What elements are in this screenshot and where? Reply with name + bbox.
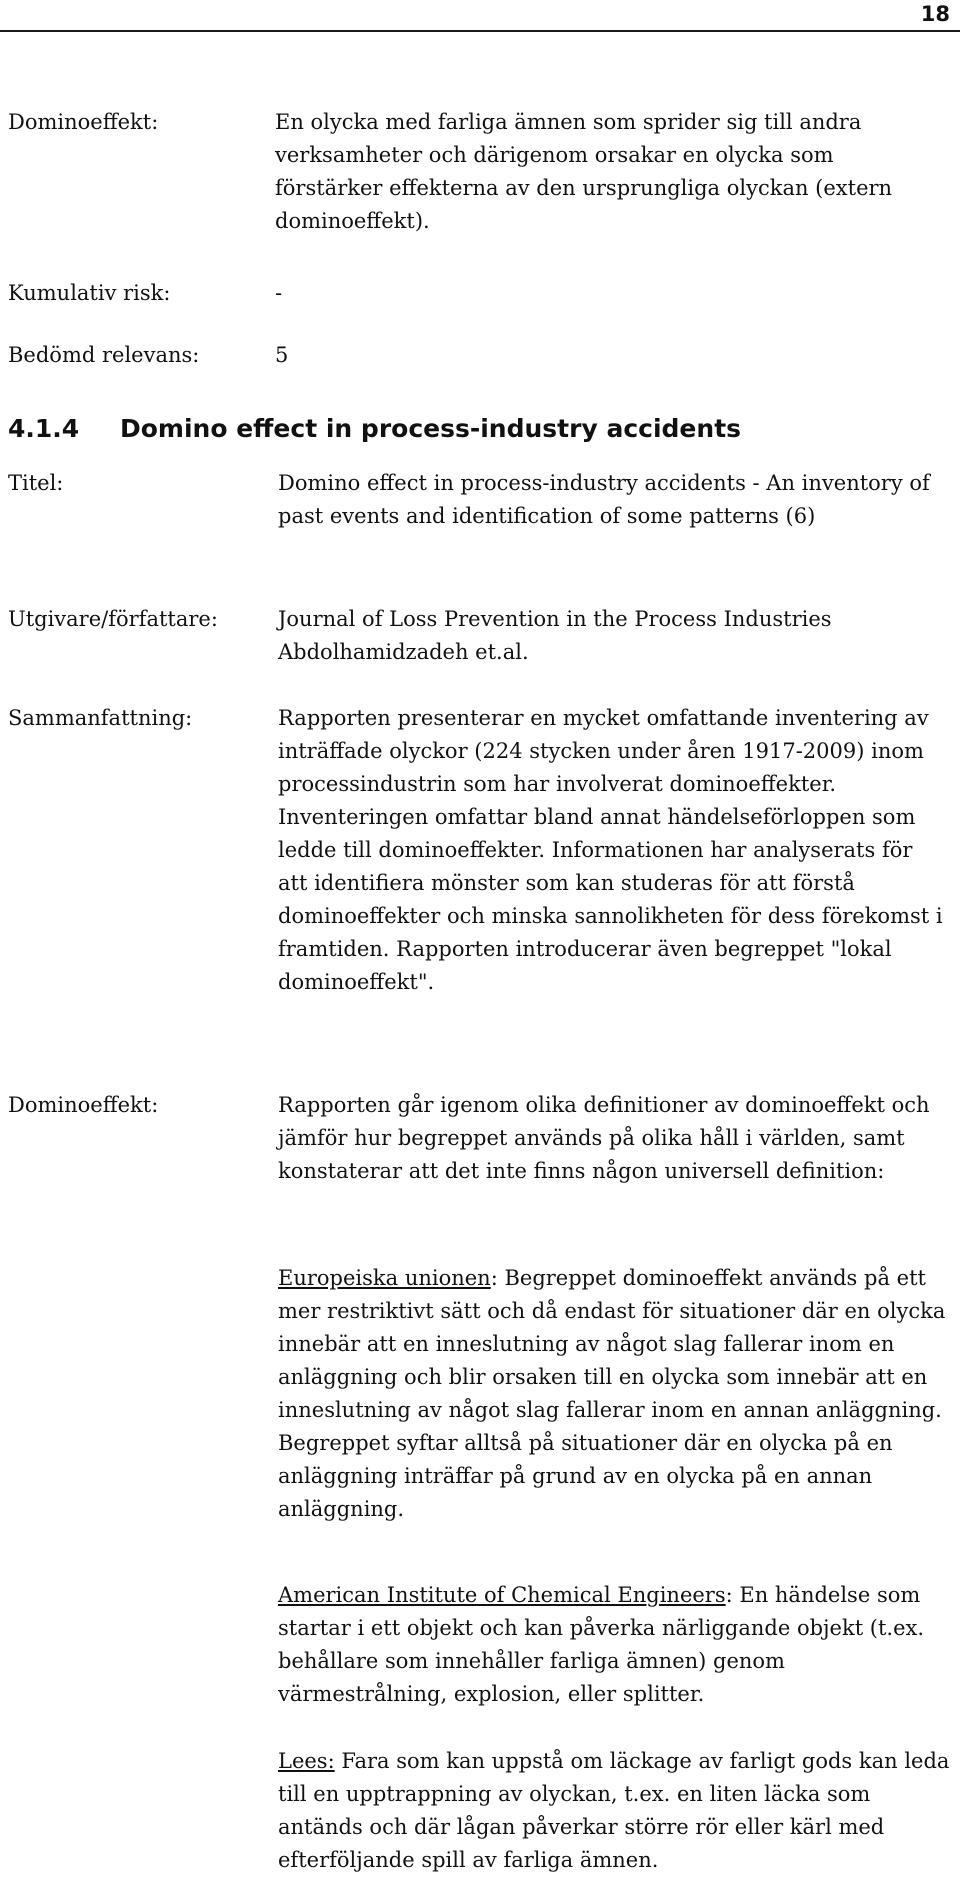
section-heading — [8, 412, 741, 446]
definition-aiche — [278, 1579, 950, 1711]
field-value — [278, 603, 948, 669]
definition-text: : En händelse som startar i ett objekt och kan påverka närliggande objekt (t.ex. behållare som innehåller farliga ämnen) genom värmestrålning, explosion, eller splitter. — [278, 1583, 925, 1706]
field-value: Rapporten går igenom olika definitioner av dominoeffekt och jämför hur begreppet används på olika håll i världen, samt konstaterar att det inte finns någon universell definition: — [278, 1093, 930, 1183]
definition-eu — [278, 1262, 950, 1526]
definition-source: Europeiska unionen — [278, 1266, 491, 1290]
field-label: Sammanfattning: — [8, 706, 193, 730]
section-number: 4.1.4 — [8, 414, 80, 443]
field-label: Bedömd relevans: — [8, 343, 200, 367]
definition-lees — [278, 1745, 950, 1877]
field-label: Utgivare/författare: — [8, 607, 218, 631]
field-label: Dominoeffekt: — [8, 110, 159, 134]
field-value: En olycka med farliga ämnen som sprider sig till andra verksamheter och därigenom orsakar en olycka som förstärker effekterna av den ursprungliga olyckan (extern dominoeffekt). — [275, 110, 893, 233]
field-value: Domino effect in process-industry accidents - An inventory of past events and identification of some patterns (6) — [278, 471, 930, 528]
publisher: Journal of Loss Prevention in the Process Industries — [278, 607, 832, 631]
field-label: Titel: — [8, 471, 64, 495]
page-header-bar — [0, 0, 960, 32]
definition-text: Fara som kan uppstå om läckage av farligt gods kan leda till en upptrappning av olyckan, t.ex. en liten läcka som antänds och där lågan påverkar större rör eller kärl med efterföljande spill av farliga ämnen. — [278, 1749, 950, 1872]
definition-text: : Begreppet dominoeffekt används på ett mer restriktivt sätt och då endast för situationer där en olycka innebär att en inneslutning av något slag fallerar inom en anläggning och blir orsaken till en olycka som innebär att en inneslutning av något slag fallerar inom en annan anläggning. Begreppet syftar alltså på situationer där en olycka på en anläggning inträffar på grund av en olycka på en annan anläggning. — [278, 1266, 946, 1521]
field-value: 5 — [275, 343, 289, 367]
field-label: Kumulativ risk: — [8, 281, 171, 305]
authors: Abdolhamidzadeh et.al. — [278, 640, 529, 664]
field-label: Dominoeffekt: — [8, 1093, 159, 1117]
field-value: Rapporten presenterar en mycket omfattande inventering av inträffade olyckor (224 stycken under åren 1917-2009) inom processindustrin som har involverat dominoeffekter. Inventeringen omfattar bland annat händelseförloppen som ledde till dominoeffekter. Informationen har analyserats för att identifiera mönster som kan studeras för att förstå dominoeffekter och minska sannolikheten för dess förekomst i framtiden. Rapporten introducerar även begreppet "lokal dominoeffekt". — [278, 706, 943, 994]
field-value: - — [275, 281, 283, 305]
definition-source: American Institute of Chemical Engineers — [278, 1583, 726, 1607]
section-title: Domino effect in process-industry accidents — [120, 414, 742, 443]
definition-source: Lees: — [278, 1749, 335, 1773]
page-number: 18 — [920, 2, 950, 26]
